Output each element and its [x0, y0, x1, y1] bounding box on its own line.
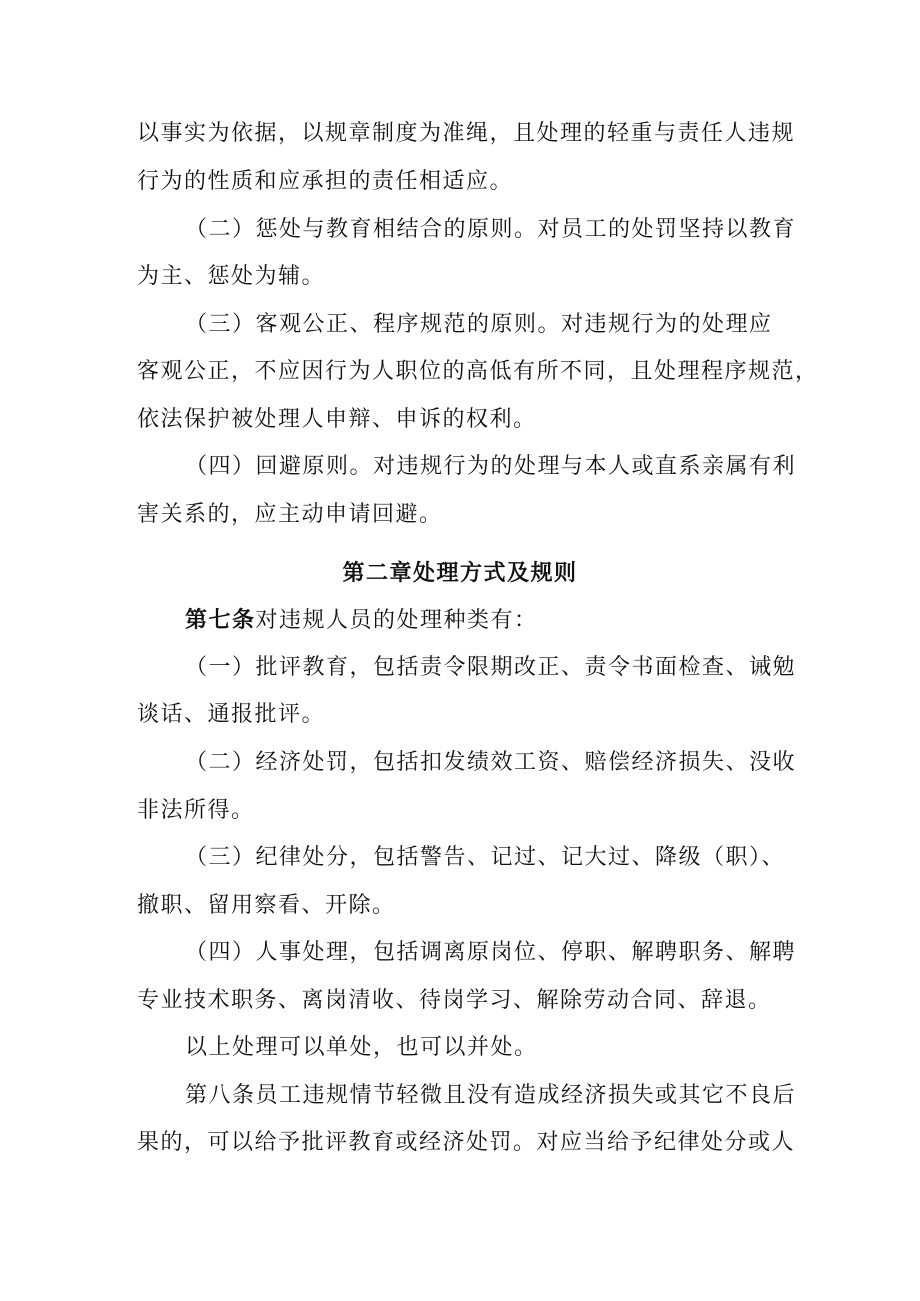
paragraph-line: 第八条员工违规情节轻微且没有造成经济损失或其它不良后 [185, 1083, 797, 1108]
article-7-label: 第七条 [185, 607, 256, 633]
paragraph-line: （四）回避原则。对违规行为的处理与本人或直系亲属有利 [185, 454, 797, 479]
paragraph-line: 谈话、通报批评。 [137, 702, 326, 727]
paragraph-line: 客观公正，不应因行为人职位的高低有所不同，且处理程序规范， [137, 359, 819, 384]
paragraph-line: （四）人事处理，包括调离原岗位、停职、解聘职务、解聘 [185, 940, 797, 965]
paragraph-line: 果的，可以给予批评教育或经济处罚。对应当给予纪律处分或人 [137, 1130, 796, 1155]
article-7-line [185, 605, 797, 636]
paragraph-line: 以上处理可以单处，也可以并处。 [185, 1035, 538, 1060]
paragraph-line: （一）批评教育，包括责令限期改正、责令书面检查、诫勉 [185, 655, 797, 680]
paragraph-line: （三）纪律处分，包括警告、记过、记大过、降级（职）、 [185, 845, 786, 870]
paragraph-line: （二）经济处罚，包括扣发绩效工资、赔偿经济损失、没收 [185, 750, 797, 775]
paragraph-line: 专业技术职务、离岗清收、待岗学习、解除劳动合同、辞退。 [137, 988, 772, 1013]
paragraph-line: （二）惩处与教育相结合的原则。对员工的处罚坚持以教育 [185, 217, 797, 242]
paragraph-line: 撤职、留用察看、开除。 [137, 893, 396, 918]
paragraph-line: 行为的性质和应承担的责任相适应。 [137, 169, 514, 194]
paragraph-line: 为主、惩处为辅。 [137, 264, 326, 289]
chapter-heading: 第二章处理方式及规则 [342, 560, 578, 586]
article-7-text: 对违规人员的处理种类有： [255, 608, 538, 633]
paragraph-line: 依法保护被处理人申辩、申诉的权利。 [137, 407, 537, 432]
paragraph-line: （三）客观公正、程序规范的原则。对违规行为的处理应 [185, 312, 773, 337]
paragraph-line: 非法所得。 [137, 798, 255, 823]
paragraph-line: 以事实为依据，以规章制度为准绳，且处理的轻重与责任人违规 [137, 121, 796, 146]
paragraph-line: 害关系的，应主动申请回避。 [137, 502, 443, 527]
